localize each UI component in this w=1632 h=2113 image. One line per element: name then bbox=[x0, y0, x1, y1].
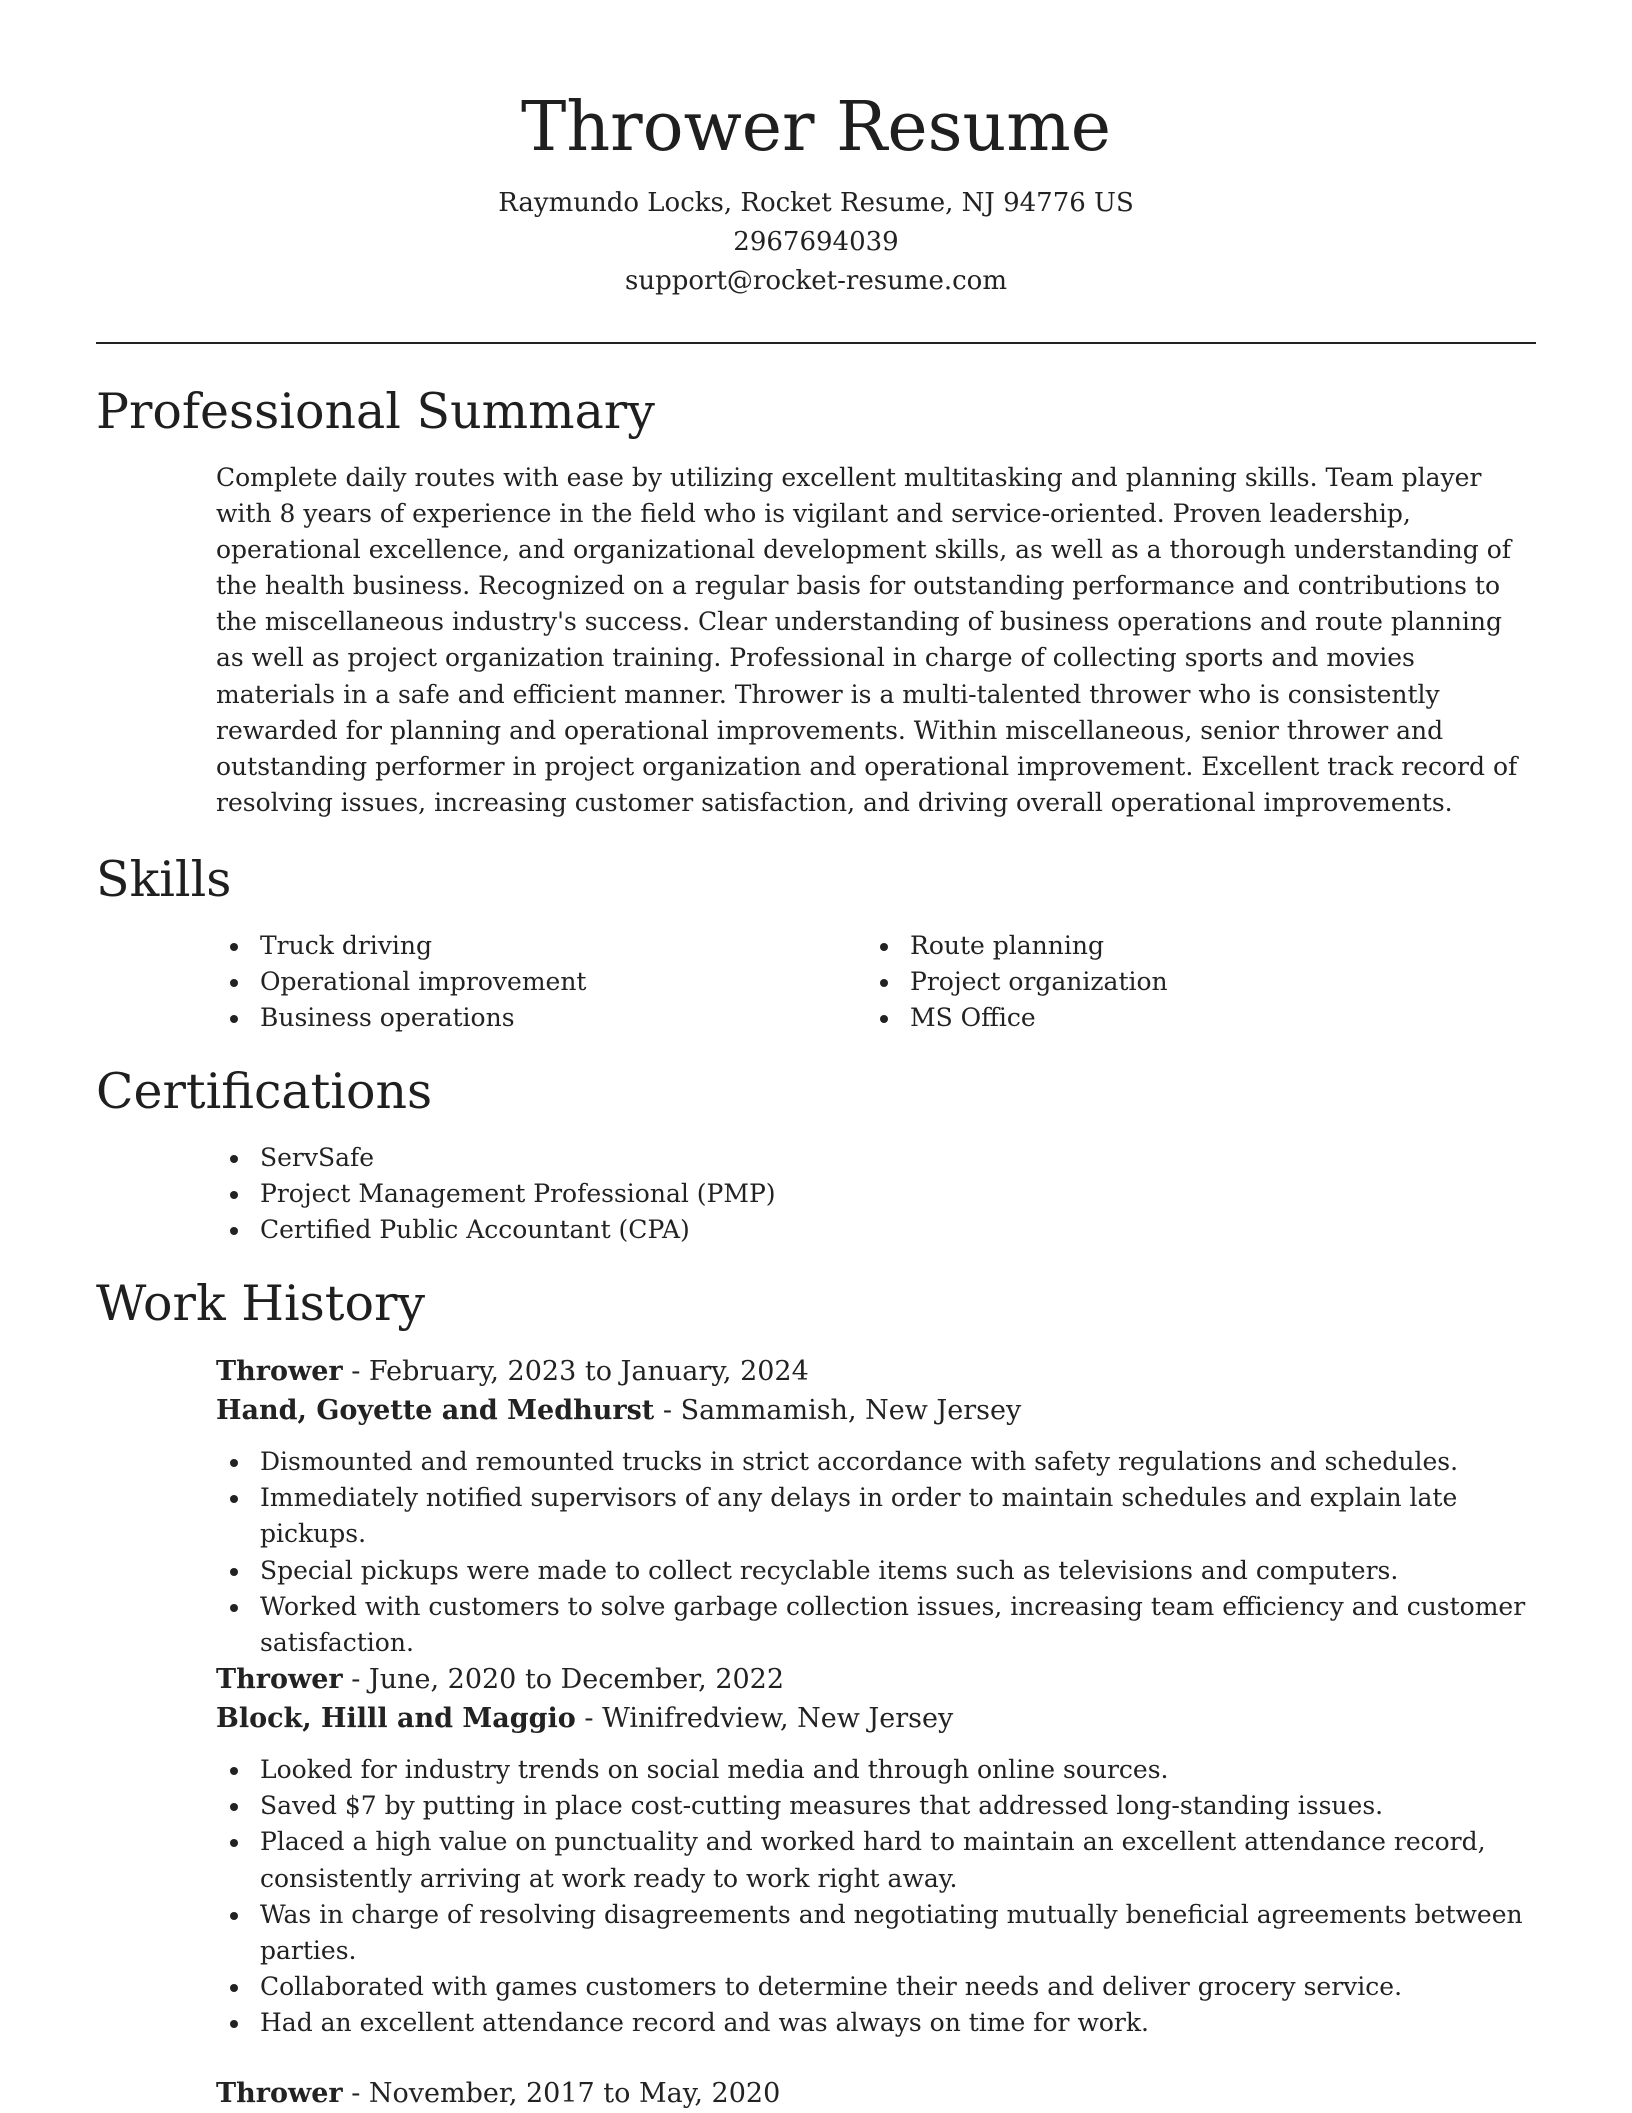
section-title-summary: Professional Summary bbox=[96, 383, 655, 440]
section-title-work-history: Work History bbox=[96, 1275, 426, 1332]
section-title-certifications: Certifications bbox=[96, 1063, 433, 1120]
job-role: Thrower bbox=[216, 1356, 343, 1387]
job-bullet: Immediately notified supervisors of any delays in order to maintain schedules and explain late pickups. bbox=[216, 1480, 1536, 1552]
section-title-skills: Skills bbox=[96, 851, 232, 908]
job-bullets bbox=[216, 1752, 1536, 2042]
skill-item: Business operations bbox=[216, 1000, 816, 1036]
certification-item: Project Management Professional (PMP) bbox=[216, 1176, 1216, 1212]
job-bullet: Worked with customers to solve garbage collection issues, increasing team efficiency and customer satisfaction. bbox=[216, 1589, 1536, 1661]
job-dates: - November, 2017 to May, 2020 bbox=[342, 2078, 781, 2109]
contact-address: Raymundo Locks, Rocket Resume, NJ 94776 US bbox=[498, 188, 1134, 218]
job-company-line bbox=[216, 1391, 1536, 1430]
job-location: - Winifredview, New Jersey bbox=[575, 1703, 954, 1734]
skill-item: Truck driving bbox=[216, 928, 816, 964]
skills-list-right bbox=[866, 928, 1466, 1037]
job-role-line bbox=[216, 1660, 1536, 1699]
resume-header bbox=[96, 80, 1536, 301]
job-bullet: Special pickups were made to collect recyclable items such as televisions and computers. bbox=[216, 1553, 1536, 1589]
job-bullets bbox=[216, 1444, 1536, 1661]
job-role-line bbox=[216, 1352, 1536, 1391]
summary-text: Complete daily routes with ease by utilizing excellent multitasking and planning skills. Team player with 8 years of experience in the field who is vigilant and service-oriented. Proven leadership, operational excellence, and organizational development skills, as well as a thorough understanding of the health business. Recognized on a regular basis for outstanding performance and contributions to the miscellaneous industry's success. Clear understanding of business operations and route planning as well as project organization training. Professional in charge of collecting sports and movies materials in a safe and efficient manner. Thrower is a multi-talented thrower who is consistently rewarded for planning and operational improvements. Within miscellaneous, senior thrower and outstanding performer in project organization and operational improvement. Excellent track record of resolving issues, increasing customer satisfaction, and driving overall operational improvements. bbox=[216, 463, 1518, 817]
job-bullet: Dismounted and remounted trucks in strict accordance with safety regulations and schedules. bbox=[216, 1444, 1536, 1480]
header-divider bbox=[96, 342, 1536, 344]
job-role: Thrower bbox=[216, 1664, 343, 1695]
contact-email: support@rocket-resume.com bbox=[624, 266, 1007, 296]
job-bullet: Had an excellent attendance record and was always on time for work. bbox=[216, 2005, 1536, 2041]
job-entry bbox=[216, 2074, 1536, 2113]
certification-item: Certified Public Accountant (CPA) bbox=[216, 1212, 1216, 1248]
job-dates: - February, 2023 to January, 2024 bbox=[342, 1356, 809, 1387]
job-company: Hand, Goyette and Medhurst bbox=[216, 1395, 655, 1426]
skills-list-left bbox=[216, 928, 816, 1037]
contact-phone: 2967694039 bbox=[733, 227, 899, 257]
job-role: Thrower bbox=[216, 2078, 343, 2109]
job-entry bbox=[216, 1352, 1536, 1661]
job-dates: - June, 2020 to December, 2022 bbox=[342, 1664, 785, 1695]
job-company-line bbox=[216, 1699, 1536, 1738]
job-company: Block, Hilll and Maggio bbox=[216, 1703, 576, 1734]
job-location: - Sammamish, New Jersey bbox=[654, 1395, 1022, 1426]
job-bullet: Was in charge of resolving disagreements and negotiating mutually beneficial agreements between parties. bbox=[216, 1897, 1536, 1969]
skill-item: Operational improvement bbox=[216, 964, 816, 1000]
job-bullet: Saved $7 by putting in place cost-cutting measures that addressed long-standing issues. bbox=[216, 1788, 1536, 1824]
job-role-line bbox=[216, 2074, 1536, 2113]
job-bullet: Looked for industry trends on social media and through online sources. bbox=[216, 1752, 1536, 1788]
certification-item: ServSafe bbox=[216, 1140, 1216, 1176]
skill-item: MS Office bbox=[866, 1000, 1466, 1036]
contact-block bbox=[96, 184, 1536, 301]
skill-item: Route planning bbox=[866, 928, 1466, 964]
job-entry bbox=[216, 1660, 1536, 2042]
skill-item: Project organization bbox=[866, 964, 1466, 1000]
resume-title: Thrower Resume bbox=[520, 88, 1112, 167]
certifications-list bbox=[216, 1140, 1216, 1249]
job-bullet: Collaborated with games customers to determine their needs and deliver grocery service. bbox=[216, 1969, 1536, 2005]
job-bullet: Placed a high value on punctuality and worked hard to maintain an excellent attendance record, consistently arriving at work ready to work right away. bbox=[216, 1824, 1536, 1896]
